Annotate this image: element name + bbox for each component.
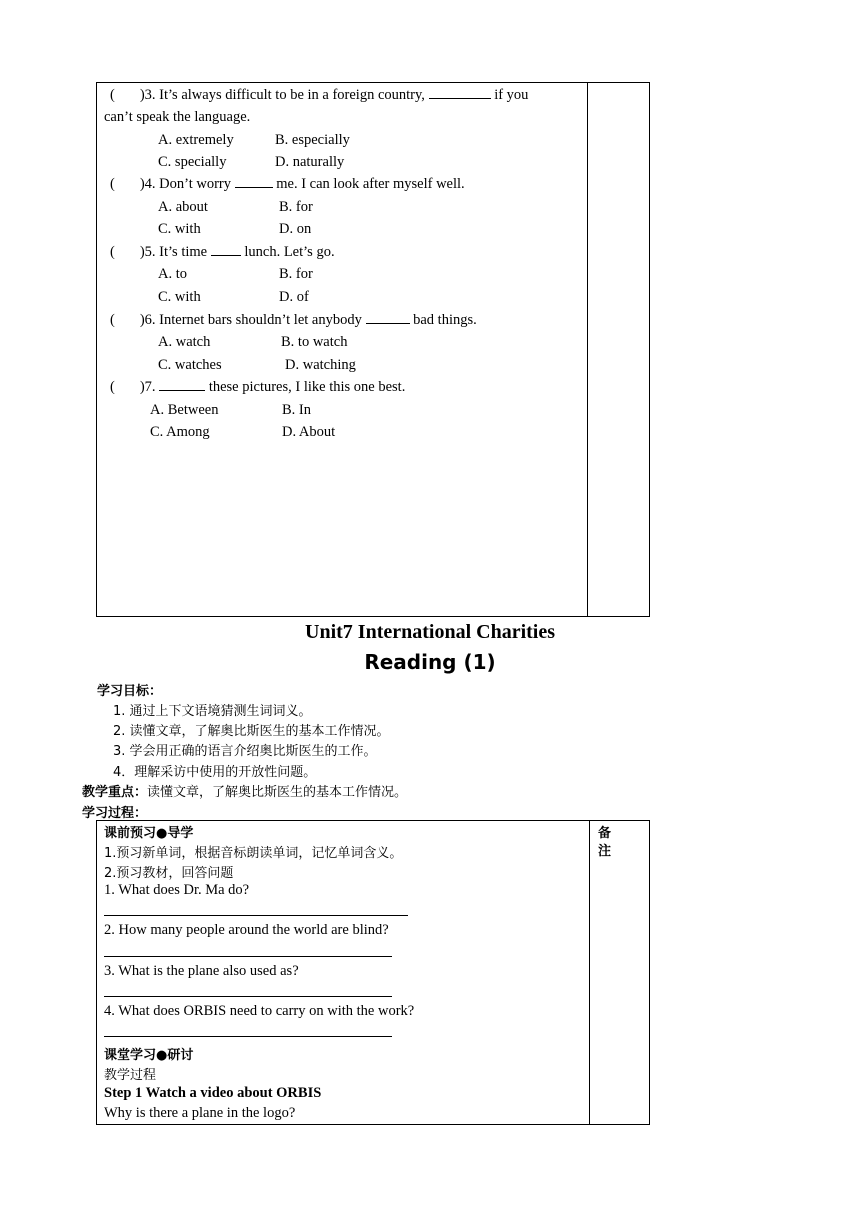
lesson-title: Reading (1): [364, 650, 496, 674]
answer-blank: [366, 311, 410, 324]
step-1-question: Why is there a plane in the logo?: [104, 1105, 296, 1121]
answer-blank: [235, 175, 273, 188]
option: A. Between: [150, 402, 219, 418]
option: D. naturally: [275, 154, 345, 170]
process-table-divider: [589, 820, 590, 1125]
option: D. on: [279, 221, 312, 237]
option: D. watching: [285, 357, 356, 373]
answer-blank: [429, 86, 491, 99]
question-3-continuation: can’t speak the language.: [104, 109, 251, 125]
question-5: ( )5. It’s time lunch. Let’s go.: [110, 244, 335, 260]
exercise-table-divider: [587, 82, 588, 617]
classroom-process: 教学过程: [104, 1068, 157, 1083]
key-point-text: 读懂文章，了解奥比斯医生的基本工作情况。: [147, 785, 408, 800]
notes-label: 备: [598, 826, 612, 841]
preview-question: 4. What does ORBIS need to carry on with the work?: [104, 1003, 415, 1019]
unit-title: Unit7 International Charities: [305, 621, 555, 643]
option: A. about: [158, 199, 208, 215]
option: C. with: [158, 289, 201, 305]
option: B. for: [279, 266, 313, 282]
option: B. for: [279, 199, 313, 215]
key-point-label: 教学重点：: [82, 785, 148, 800]
option: C. specially: [158, 154, 227, 170]
option: C. with: [158, 221, 201, 237]
option: C. Among: [150, 424, 210, 440]
process-heading: 学习过程：: [82, 806, 148, 821]
preview-heading: 课前预习●导学: [104, 826, 194, 841]
preview-question: 1. What does Dr. Ma do?: [104, 882, 250, 898]
preview-question: 3. What is the plane also used as?: [104, 963, 299, 979]
option: D. About: [282, 424, 336, 440]
classroom-heading: 课堂学习●研讨: [104, 1048, 194, 1063]
preview-question: 2. How many people around the world are blind?: [104, 922, 389, 938]
answer-line: [104, 1036, 392, 1037]
objective-item: 1. 通过上下文语境猜测生词词义。: [113, 704, 312, 719]
option: B. to watch: [281, 334, 348, 350]
question-7: ( )7. these pictures, I like this one best.: [110, 379, 406, 395]
objective-item: 3. 学会用正确的语言介绍奥比斯医生的工作。: [113, 744, 377, 759]
answer-blank: [159, 378, 205, 391]
objectives-heading: 学习目标：: [97, 684, 163, 699]
answer-line: [104, 956, 392, 957]
answer-line: [104, 996, 392, 997]
option: A. watch: [158, 334, 211, 350]
option: B. especially: [275, 132, 350, 148]
answer-line: [104, 915, 408, 916]
option: A. extremely: [158, 132, 234, 148]
step-1-heading: Step 1 Watch a video about ORBIS: [104, 1085, 322, 1101]
option: A. to: [158, 266, 187, 282]
answer-blank: [211, 243, 241, 256]
question-6: ( )6. Internet bars shouldn’t let anybody bad things.: [110, 312, 477, 328]
option: B. In: [282, 402, 311, 418]
key-point: [82, 781, 407, 800]
objective-item: 4．理解采访中使用的开放性问题。: [113, 765, 317, 780]
preview-step: 1.预习新单词，根据音标朗读单词，记忆单词含义。: [104, 846, 403, 861]
objective-item: 2. 读懂文章，了解奥比斯医生的基本工作情况。: [113, 724, 390, 739]
notes-label: 注: [598, 844, 612, 859]
question-3: ( )3. It’s always difficult to be in a foreign country, if you: [110, 87, 529, 103]
option: D. of: [279, 289, 309, 305]
preview-step: 2.预习教材，回答问题: [104, 866, 234, 881]
question-4: ( )4. Don’t worry me. I can look after myself well.: [110, 176, 465, 192]
option: C. watches: [158, 357, 222, 373]
